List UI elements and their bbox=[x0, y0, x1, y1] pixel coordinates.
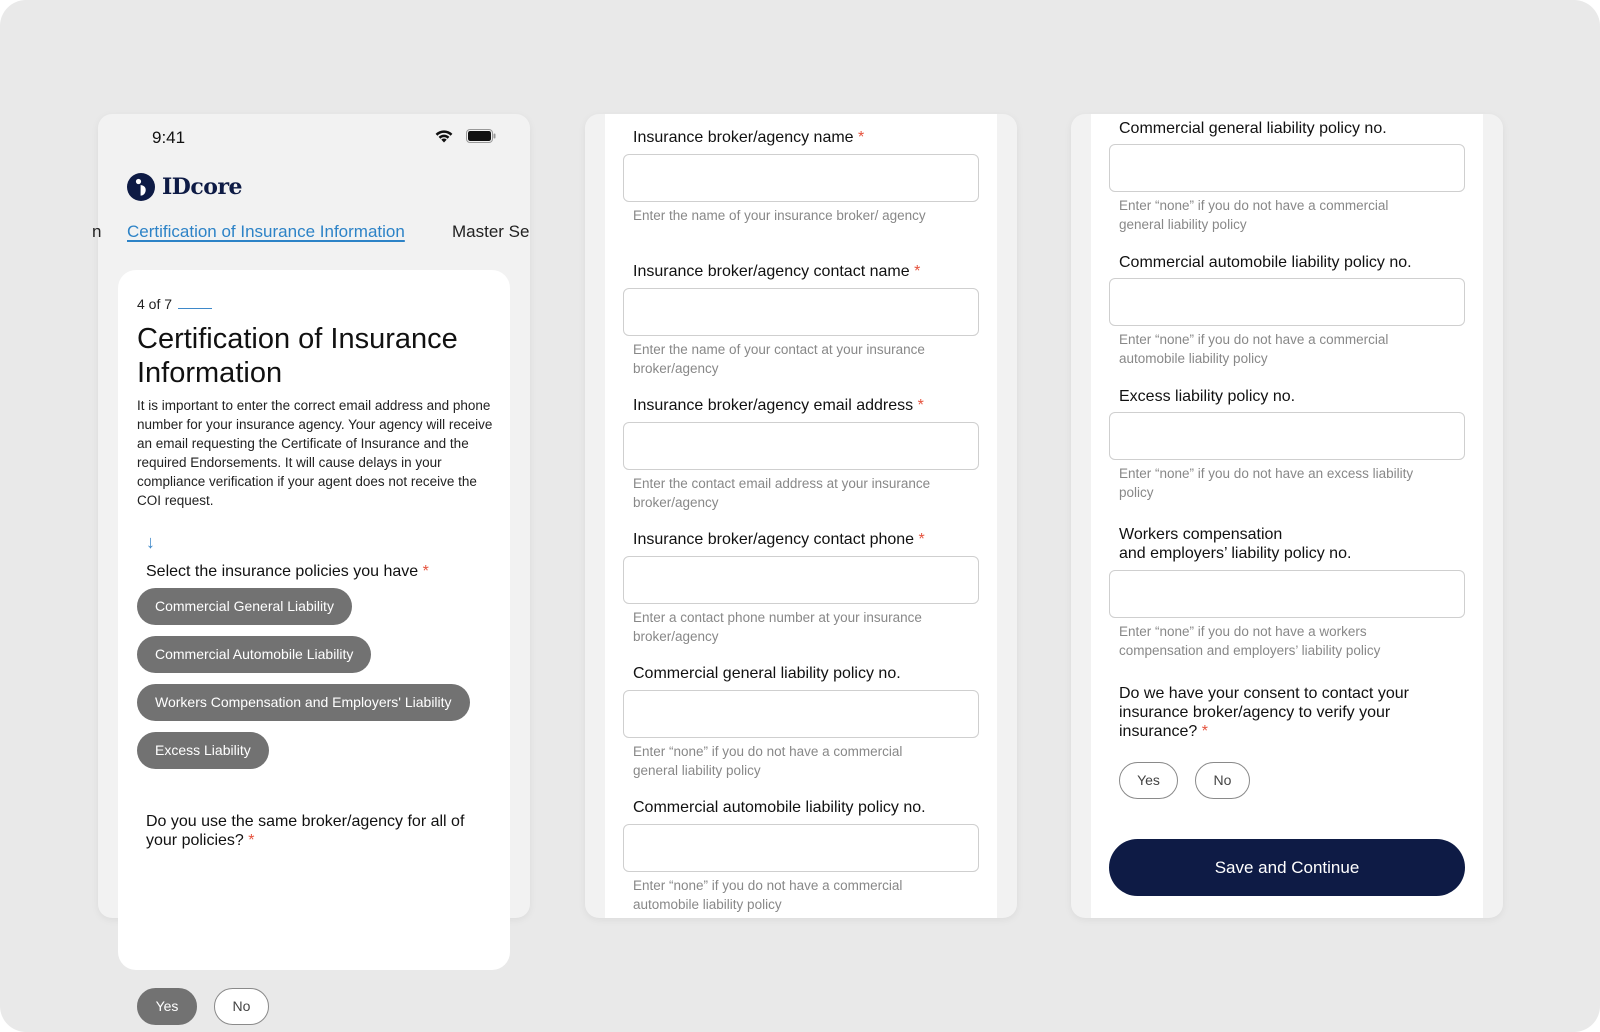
broker-email-label-text: Insurance broker/agency email address bbox=[633, 397, 914, 414]
broker-name-label bbox=[633, 128, 864, 147]
brand-logo bbox=[126, 172, 242, 202]
phone-broker-details-screen bbox=[585, 114, 1017, 918]
broker-email-label bbox=[633, 396, 924, 415]
general-liability-input[interactable] bbox=[623, 690, 979, 738]
save-and-continue-button[interactable]: Save and Continue bbox=[1109, 839, 1465, 896]
required-marker: * bbox=[914, 263, 921, 280]
general-liability-label: Commercial general liability policy no. bbox=[633, 665, 901, 682]
general-liability-input[interactable] bbox=[1109, 144, 1465, 192]
status-time: 9:41 bbox=[152, 128, 186, 147]
step-progress-line bbox=[178, 308, 212, 309]
excess-liability-input[interactable] bbox=[1109, 412, 1465, 460]
tab-previous[interactable]: n bbox=[92, 222, 102, 241]
automobile-liability-label: Commercial automobile liability policy no. bbox=[1119, 254, 1412, 271]
policies-question-text: Select the insurance policies you have bbox=[146, 563, 419, 580]
policy-chip-general-liability[interactable]: Commercial General Liability bbox=[137, 588, 352, 625]
wifi-icon bbox=[433, 128, 455, 144]
broker-phone-help: Enter a contact phone number at your insurance broker/agency bbox=[633, 610, 922, 644]
general-liability-help: Enter “none” if you do not have a commercial general liability policy bbox=[1119, 198, 1389, 232]
broker-name-label-text: Insurance broker/agency name bbox=[633, 129, 854, 146]
broker-contact-name-help: Enter the name of your contact at your insurance broker/agency bbox=[633, 342, 925, 376]
broker-form-panel bbox=[605, 114, 997, 918]
same-broker-yes-button[interactable]: Yes bbox=[137, 988, 197, 1025]
general-liability-label: Commercial general liability policy no. bbox=[1119, 120, 1387, 137]
brand-name: IDcore bbox=[162, 174, 243, 200]
required-marker: * bbox=[422, 563, 429, 580]
required-marker: * bbox=[917, 397, 924, 414]
tab-certification-of-insurance[interactable]: Certification of Insurance Information bbox=[127, 222, 405, 241]
policy-chip-automobile-liability[interactable]: Commercial Automobile Liability bbox=[137, 636, 371, 673]
excess-liability-help: Enter “none” if you do not have an excess liability policy bbox=[1119, 466, 1414, 500]
intro-description: It is important to enter the correct email address and phone number for your insurance agency. Your agency will receive an email requesting the Certificate of Insurance and the required Endorsements. It will cause delays in your compliance verification if your agent does not receive the COI request. bbox=[137, 398, 493, 508]
policy-form-panel bbox=[1091, 114, 1483, 918]
automobile-liability-label: Commercial automobile liability policy no. bbox=[633, 799, 926, 816]
phone-policy-numbers-screen bbox=[1071, 114, 1503, 918]
broker-contact-name-label-text: Insurance broker/agency contact name bbox=[633, 263, 910, 280]
broker-contact-name-input[interactable] bbox=[623, 288, 979, 336]
broker-phone-label bbox=[633, 530, 925, 549]
broker-email-help: Enter the contact email address at your insurance broker/agency bbox=[633, 476, 931, 510]
required-marker: * bbox=[858, 129, 865, 146]
workers-comp-input[interactable] bbox=[1109, 570, 1465, 618]
tab-master-services[interactable]: Master Se bbox=[452, 222, 530, 241]
consent-yes-button[interactable]: Yes bbox=[1119, 762, 1178, 799]
policy-chip-excess-liability[interactable]: Excess Liability bbox=[137, 732, 269, 769]
broker-name-input[interactable] bbox=[623, 154, 979, 202]
consent-question-text: Do we have your consent to contact your insurance broker/agency to verify your insurance? bbox=[1119, 685, 1409, 740]
automobile-liability-input[interactable] bbox=[1109, 278, 1465, 326]
consent-question-label bbox=[1119, 684, 1449, 741]
step-indicator bbox=[137, 296, 212, 312]
policy-chip-workers-compensation[interactable]: Workers Compensation and Employers' Liability bbox=[137, 684, 470, 721]
consent-no-button[interactable]: No bbox=[1195, 762, 1250, 799]
automobile-liability-help: Enter “none” if you do not have a commercial automobile liability policy bbox=[633, 878, 903, 912]
same-broker-question-text: Do you use the same broker/agency for all of your policies? bbox=[146, 813, 465, 849]
automobile-liability-help: Enter “none” if you do not have a commercial automobile liability policy bbox=[1119, 332, 1389, 366]
form-card bbox=[118, 270, 510, 1014]
excess-liability-label: Excess liability policy no. bbox=[1119, 388, 1296, 405]
broker-name-help: Enter the name of your insurance broker/ agency bbox=[633, 208, 926, 223]
arrow-down-icon: ↓ bbox=[146, 532, 155, 552]
general-liability-help: Enter “none” if you do not have a commercial general liability policy bbox=[633, 744, 903, 778]
broker-phone-input[interactable] bbox=[623, 556, 979, 604]
broker-phone-label-text: Insurance broker/agency contact phone bbox=[633, 531, 915, 548]
same-broker-no-button[interactable]: No bbox=[214, 988, 269, 1025]
automobile-liability-input[interactable] bbox=[623, 824, 979, 872]
required-marker: * bbox=[1201, 723, 1208, 740]
battery-icon bbox=[466, 129, 496, 143]
workers-comp-label bbox=[1119, 525, 1351, 563]
workers-comp-help: Enter “none” if you do not have a workers compensation and employers’ liability policy bbox=[1119, 624, 1381, 658]
section-tabs bbox=[92, 222, 530, 252]
required-marker: * bbox=[248, 832, 255, 849]
required-marker: * bbox=[918, 531, 925, 548]
phone-intro-screen bbox=[92, 114, 530, 1014]
page-title: Certification of Insurance Information bbox=[137, 323, 458, 389]
idcore-logo-icon bbox=[126, 172, 156, 202]
step-text: 4 of 7 bbox=[137, 296, 173, 312]
policies-question-label bbox=[146, 562, 429, 581]
broker-email-input[interactable] bbox=[623, 422, 979, 470]
workers-comp-label-line2: and employers’ liability policy no. bbox=[1119, 545, 1352, 562]
workers-comp-label-line1: Workers compensation bbox=[1119, 526, 1283, 543]
broker-contact-name-label bbox=[633, 262, 920, 281]
same-broker-question-label bbox=[146, 812, 476, 850]
